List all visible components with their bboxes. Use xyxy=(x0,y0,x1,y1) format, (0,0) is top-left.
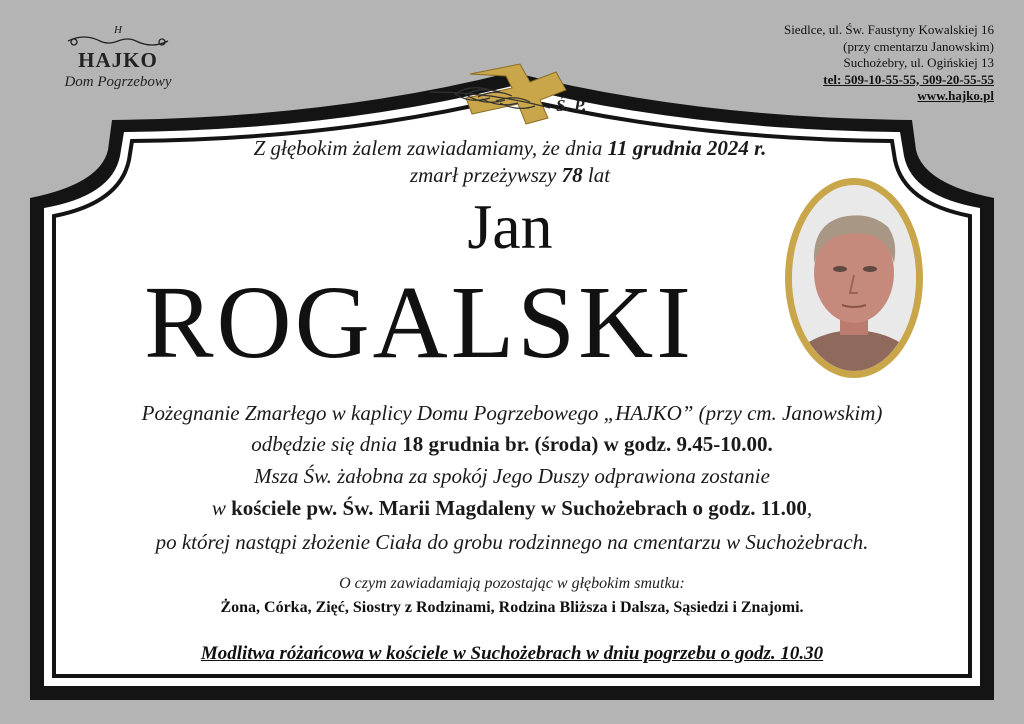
death-date: 11 grudnia 2024 r. xyxy=(607,136,767,160)
ceremony-line-1: Pożegnanie Zmarłego w kaplicy Domu Pogrzebowego „HAJKO” (przy cm. Janowskim) xyxy=(141,401,883,425)
age-value: 78 xyxy=(561,163,583,187)
contact-phone: tel: 509-10-55-55, 509-20-55-55 xyxy=(823,71,994,87)
ceremony-line-3: Msza Św. żałobna za spokój Jego Duszy odprawiona zostanie xyxy=(254,464,770,488)
contact-info xyxy=(784,22,994,105)
farewell-date-time: 18 grudnia br. (środa) w godz. 9.45-10.00. xyxy=(402,432,773,456)
logo-subtitle: Dom Pogrzebowy xyxy=(64,74,172,90)
intro-text: Z głębokim żalem zawiadamiamy, że dnia xyxy=(253,136,608,160)
age-text: zmarł przeżywszy xyxy=(409,163,562,187)
portrait-illustration xyxy=(792,185,916,371)
company-logo xyxy=(38,26,198,91)
ceremony-line-5: po której nastąpi złożenie Ciała do grobu rodzinnego na cmentarzu w Suchożebrach. xyxy=(155,530,869,554)
deceased-first-name: Jan xyxy=(467,191,553,262)
intro-line-2 xyxy=(100,163,920,188)
logo-initial: H xyxy=(114,24,122,36)
mourners-intro: O czym zawiadamiają pozostając w głębokim smutku: xyxy=(339,575,685,592)
sp-label: Ś. P. xyxy=(556,96,587,115)
ceremony-line-4 xyxy=(60,496,964,521)
age-suffix: lat xyxy=(582,163,611,187)
ceremony-line-4-end: , xyxy=(806,496,813,520)
contact-address-1: Siedlce, ul. Św. Faustyny Kowalskiej 16 xyxy=(783,22,994,37)
ceremony-line-2 xyxy=(60,432,964,457)
mourners-list: Żona, Córka, Zięć, Siostry z Rodzinami, Rodzina Bliższa i Dalsza, Sąsiedzi i Znajomi. xyxy=(220,599,804,616)
deceased-surname: ROGALSKI xyxy=(144,265,694,380)
contact-address-2: (przy cmentarzu Janowskim) xyxy=(843,38,994,54)
contact-address-3: Suchożebry, ul. Ogińskiej 13 xyxy=(843,55,994,70)
intro-line-1 xyxy=(100,136,920,161)
portrait-photo xyxy=(792,185,916,371)
mass-location-time: kościele pw. Św. Marii Magdaleny w Suchożebrach o godz. 11.00 xyxy=(231,496,807,520)
ceremony-line-2-text: odbędzie się dnia xyxy=(251,432,403,456)
contact-website[interactable]: www.hajko.pl xyxy=(917,88,994,103)
ceremony-line-4-text: w xyxy=(211,496,232,520)
rosary-prayer-note: Modlitwa różańcowa w kościele w Suchożebrach w dniu pogrzebu o godz. 10.30 xyxy=(200,643,824,664)
logo-name: HAJKO xyxy=(78,48,158,72)
